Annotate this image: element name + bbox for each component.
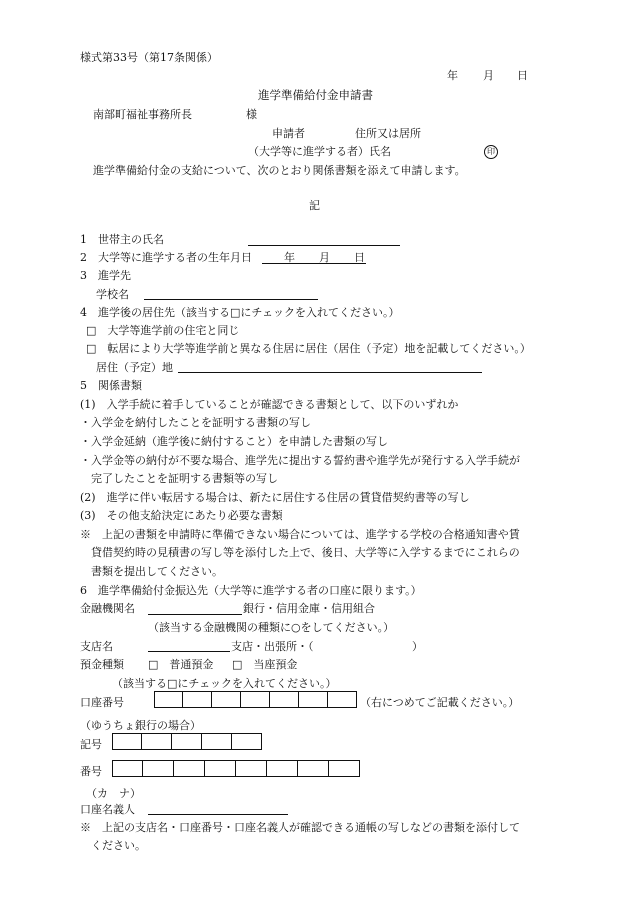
kigou-label: 記号 (80, 738, 102, 751)
bangou-label: 番号 (80, 765, 102, 778)
account-digit-box[interactable] (183, 691, 212, 708)
applicant-name-label: （大学等に進学する者）氏名 (248, 145, 391, 158)
ki-heading: 記 (309, 199, 320, 212)
account-digit-box[interactable] (299, 691, 328, 708)
item-destination: 3 進学先 (80, 269, 131, 282)
bangou-boxes[interactable] (112, 760, 360, 777)
item-documents: 5 関係書類 (80, 379, 142, 392)
account-digit-box[interactable] (328, 691, 357, 708)
page-title: 進学準備給付金申請書 (258, 88, 373, 102)
item-residence: 4 進学後の居住先（該当する□にチェックを入れてください。） (80, 306, 400, 319)
institution-label: 金融機関名 (80, 602, 135, 615)
residence-option-same[interactable]: □ 大学等進学前の住宅と同じ (86, 324, 240, 337)
bangou-digit-box[interactable] (267, 760, 298, 777)
item-bank-account: 6 進学準備給付金振込先（大学等に進学する者の口座に限ります。） (80, 584, 422, 597)
residence-place-label: 居住（予定）地 (96, 361, 173, 374)
note-2-line2: ください。 (91, 839, 146, 852)
doc-1: (1) 入学手続に着手していることが確認できる書類として、以下のいずれか (80, 398, 459, 411)
kana-label: （カ ナ） (86, 787, 141, 800)
addressee-honorific: 様 (246, 108, 257, 121)
applicant-label: 申請者 (272, 127, 305, 140)
kigou-boxes[interactable] (112, 733, 262, 750)
bangou-digit-box[interactable] (236, 760, 267, 777)
doc-1c-line1: ・入学金等の納付が不要な場合、進学先に提出する誓約書や進学先が発行する入学手続が (80, 454, 520, 467)
kigou-digit-box[interactable] (232, 733, 262, 750)
bangou-digit-box[interactable] (174, 760, 205, 777)
doc-3: (3) その他支給決定にあたり必要な書類 (80, 509, 283, 522)
residence-option-moved[interactable]: □ 転居により大学等進学前と異なる住居に居住（居住（予定）地を記載してください。） (86, 342, 531, 355)
date-month-label: 月 (483, 69, 494, 82)
deposit-note: （該当する□にチェックを入れてください。） (112, 677, 337, 690)
note-2-line1: ※ 上記の支店名・口座番号・口座名義人が確認できる通帳の写しなどの書類を添付して (80, 821, 520, 834)
kigou-digit-box[interactable] (142, 733, 172, 750)
yucho-label: （ゆうちょ銀行の場合） (80, 719, 201, 732)
deposit-option-current[interactable]: □ 当座預金 (232, 658, 298, 671)
form-number: 様式第33号（第17条関係） (80, 51, 218, 64)
account-holder-field[interactable] (148, 814, 288, 815)
institution-field[interactable] (148, 614, 242, 615)
birthdate-day: 日 (354, 251, 365, 264)
birthdate-year: 年 (284, 251, 295, 264)
bangou-digit-box[interactable] (112, 760, 143, 777)
kigou-digit-box[interactable] (202, 733, 232, 750)
account-number-note: （右につめてご記載ください。） (360, 696, 520, 709)
applicant-address-label: 住所又は居所 (355, 127, 421, 140)
account-digit-box[interactable] (154, 691, 183, 708)
doc-1b: ・入学金延納（進学後に納付すること）を申請した書類の写し (80, 435, 388, 448)
branch-field[interactable] (148, 651, 230, 652)
school-name-label: 学校名 (96, 288, 129, 301)
branch-close-paren: ） (412, 640, 423, 653)
kigou-digit-box[interactable] (112, 733, 142, 750)
doc-1c-line2: 完了したことを証明する書類等の写し (91, 472, 278, 485)
account-number-boxes[interactable] (154, 691, 357, 708)
date-year-label: 年 (447, 69, 458, 82)
doc-2: (2) 進学に伴い転居する場合は、新たに居住する住居の賃貸借契約書等の写し (80, 491, 470, 504)
date-day-label: 日 (517, 69, 528, 82)
account-digit-box[interactable] (212, 691, 241, 708)
kigou-digit-box[interactable] (172, 733, 202, 750)
deposit-label: 預金種類 (80, 658, 124, 671)
birthdate-month: 月 (319, 251, 330, 264)
institution-types[interactable]: 銀行・信用金庫・信用組合 (243, 602, 375, 615)
account-number-label: 口座番号 (80, 696, 124, 709)
note-1-line1: ※ 上記の書類を申請時に準備できない場合については、進学する学校の合格通知書や賃 (80, 528, 520, 541)
birthdate-field[interactable] (262, 263, 366, 264)
doc-1a: ・入学金を納付したことを証明する書類の写し (80, 416, 311, 429)
addressee: 南部町福祉事務所長 (93, 108, 192, 121)
bangou-digit-box[interactable] (298, 760, 329, 777)
note-1-line3: 書類を提出してください。 (91, 565, 223, 578)
account-digit-box[interactable] (241, 691, 270, 708)
residence-place-field[interactable] (178, 372, 482, 373)
note-1-line2: 貸借契約時の見積書の写し等を添付した上で、後日、大学等に入学するまでにこれらの (91, 546, 520, 559)
bangou-digit-box[interactable] (329, 760, 360, 777)
bangou-digit-box[interactable] (143, 760, 174, 777)
deposit-option-ordinary[interactable]: □ 普通預金 (148, 658, 214, 671)
institution-note: （該当する金融機関の種類に○をしてください。） (148, 621, 395, 634)
account-holder-label: 口座名義人 (80, 803, 135, 816)
branch-label: 支店名 (80, 640, 113, 653)
intro-text: 進学準備給付金の支給について、次のとおり関係書類を添えて申請します。 (93, 164, 466, 177)
school-name-field[interactable] (144, 299, 318, 300)
householder-name-field[interactable] (248, 245, 400, 246)
item-birthdate: 2 大学等に進学する者の生年月日 (80, 251, 252, 264)
branch-types[interactable]: 支店・出張所・（ (231, 640, 314, 653)
item-householder-name: 1 世帯主の氏名 (80, 233, 164, 246)
bangou-digit-box[interactable] (205, 760, 236, 777)
account-digit-box[interactable] (270, 691, 299, 708)
seal-mark: 印 (484, 145, 498, 159)
